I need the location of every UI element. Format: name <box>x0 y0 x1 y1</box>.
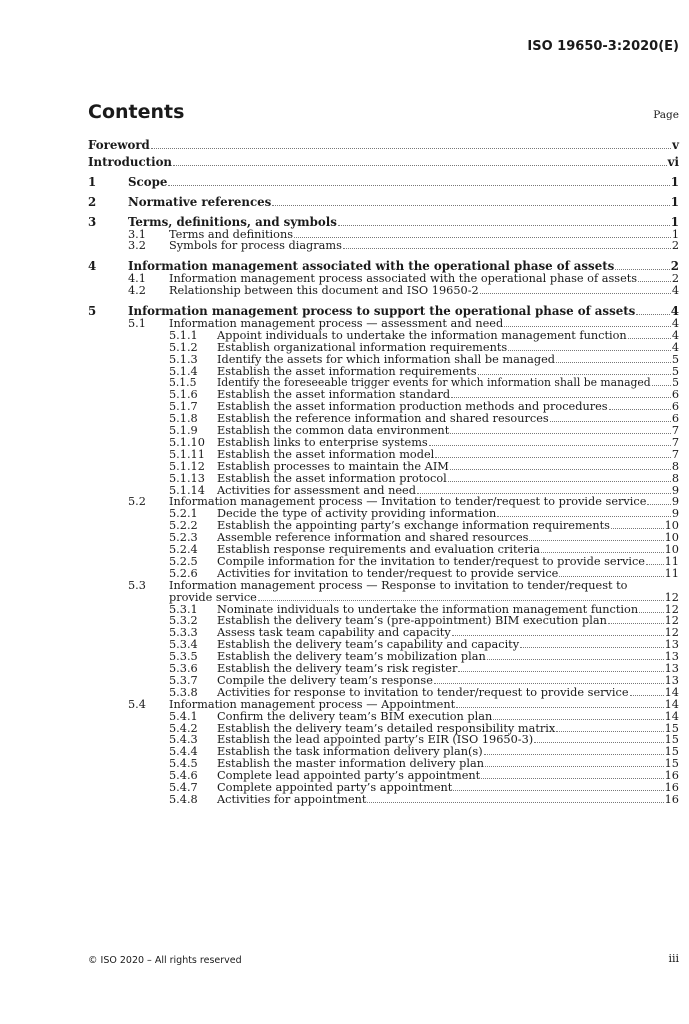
contents-heading: Contents <box>88 101 185 123</box>
dot-leader <box>638 281 671 282</box>
toc-subclause-entry[interactable] <box>0 793 689 807</box>
dot-leader <box>529 540 663 541</box>
toc-entry-title: Activities for response to invitation to tender/request to provide service <box>217 685 629 699</box>
toc-entry-title: Compile information for the invitation to tender/request to provide service <box>217 554 645 568</box>
dot-leader <box>258 600 664 601</box>
toc-entry-page: 15 <box>664 757 679 771</box>
page-number: iii <box>668 952 679 965</box>
dot-leader <box>450 469 671 470</box>
toc-entry-title: Establish the delivery team’s mobilization plan <box>217 650 486 664</box>
dot-leader <box>550 421 671 422</box>
dot-leader <box>451 397 671 398</box>
toc-entry-page: 13 <box>664 650 679 664</box>
copyright-notice: © ISO 2020 – All rights reserved <box>88 955 242 966</box>
toc-entry-page: 2 <box>671 272 679 286</box>
toc-entry-title: Establish the delivery team’s detailed responsibility matrix <box>217 721 556 735</box>
toc-entry-page: 4 <box>671 316 679 330</box>
dot-leader <box>639 612 664 613</box>
toc-entry-number: 5.1.11 <box>169 447 205 461</box>
toc-entry-title: Appoint individuals to undertake the information management function <box>217 328 627 342</box>
toc-entry-number: 3.1 <box>128 227 146 241</box>
toc-entry-number: 4 <box>88 259 97 274</box>
toc-entry-page: 16 <box>664 781 679 794</box>
toc-entry-title: Identify the assets for which information shall be managed <box>217 352 556 366</box>
dot-leader <box>151 148 671 149</box>
toc-entry-title: Activities for appointment <box>217 792 367 806</box>
toc-entry-title: Establish the lead appointed party’s EIR (ISO 19650-3) <box>217 733 534 747</box>
toc-entry-title: Establish the master information delivery plan <box>217 757 484 771</box>
dot-leader <box>608 623 664 624</box>
toc-entry-number: 4.1 <box>128 272 146 286</box>
toc-entry-title: Establish the delivery team’s (pre-appointment) BIM execution plan <box>217 614 607 628</box>
toc-entry-page: 11 <box>664 566 679 580</box>
toc-entry-number: 5.1.4 <box>169 364 198 378</box>
dot-leader <box>504 326 671 327</box>
toc-entry-number: 5.1.14 <box>169 483 205 497</box>
toc-entry-page: vi <box>667 154 679 169</box>
toc-entry-page: 7 <box>671 435 679 449</box>
dot-leader <box>497 516 670 517</box>
toc-entry-title: Establish organizational information requirements <box>217 340 508 354</box>
toc-entry-page: 15 <box>664 745 679 759</box>
toc-entry-page: 4 <box>671 328 679 342</box>
dot-leader <box>636 314 669 315</box>
toc-entry-number: 5.4 <box>128 697 146 711</box>
toc-entry-number: 5.3.7 <box>169 673 198 687</box>
dot-leader <box>434 683 664 684</box>
toc-entry-page: 12 <box>664 602 679 616</box>
toc-entry-number: 5.4.1 <box>169 709 198 723</box>
toc-entry-page: 12 <box>664 590 679 604</box>
dot-leader <box>534 742 663 743</box>
dot-leader <box>628 338 671 339</box>
toc-entry-number: 2 <box>88 194 97 209</box>
toc-entry-title: Information management process — Response to invitation to tender/request to <box>169 578 628 592</box>
toc-entry-number: 5.1.9 <box>169 424 198 437</box>
toc-entry-number: 5.3.2 <box>169 614 198 628</box>
toc-entry-number: 5.4.2 <box>169 721 198 735</box>
toc-entry-title: Establish the asset information protocol <box>217 471 447 485</box>
dot-leader <box>615 269 669 270</box>
toc-entry-page: 1 <box>670 174 679 189</box>
toc-entry-title: Establish the task information delivery plan(s) <box>217 745 483 759</box>
toc-entry-page: 16 <box>664 769 679 783</box>
dot-leader <box>435 457 671 458</box>
dot-leader <box>481 778 663 779</box>
toc-entry-number: 5.1.6 <box>169 388 198 402</box>
toc-entry-title: Assess task team capability and capacity <box>217 626 451 640</box>
toc-entry-page: 2 <box>671 239 679 253</box>
toc-entry-page: 7 <box>671 447 679 461</box>
toc-clause-entry[interactable] <box>0 195 689 209</box>
toc-subclause-entry[interactable] <box>0 239 689 253</box>
toc-entry-page: 11 <box>664 554 679 568</box>
toc-entry-title: Identify the foreseeable trigger events for which information shall be managed <box>217 376 651 390</box>
toc-entry-title: Establish the common data environment <box>217 424 450 437</box>
toc-entry-page: 12 <box>664 626 679 640</box>
dot-leader <box>367 802 663 803</box>
toc-entry-title: Establish response requirements and evaluation criteria <box>217 543 540 556</box>
toc-entry-page: 4 <box>670 304 679 318</box>
toc-clause-entry[interactable] <box>0 155 689 169</box>
dot-leader <box>541 552 664 553</box>
toc-entry-page: 12 <box>664 614 679 628</box>
toc-entry-page: 10 <box>664 519 679 533</box>
toc-entry-number: 4.2 <box>128 284 146 298</box>
dot-leader <box>556 362 671 363</box>
toc-entry-page: v <box>672 138 679 152</box>
toc-entry-title: Terms and definitions <box>169 227 294 241</box>
toc-entry-number: 5.1.10 <box>169 435 205 449</box>
toc-entry-title: Information management process to support the operational phase of assets <box>128 304 636 318</box>
toc-clause-entry[interactable] <box>0 259 689 273</box>
toc-entry-title: Establish processes to maintain the AIM <box>217 459 449 473</box>
dot-leader <box>559 576 663 577</box>
toc-entry-page: 6 <box>671 400 679 414</box>
standard-identifier: ISO 19650-3:2020(E) <box>527 39 679 54</box>
toc-entry-number: 5.2 <box>128 495 146 509</box>
toc-entry-page: 15 <box>664 733 679 747</box>
toc-entry-page: 6 <box>671 388 679 402</box>
toc-entry-page: 16 <box>664 792 679 806</box>
dot-leader <box>417 493 671 494</box>
toc-entry-title: Terms, definitions, and symbols <box>128 214 337 229</box>
dot-leader <box>487 659 664 660</box>
dot-leader <box>646 564 664 565</box>
toc-entry-page: 9 <box>671 483 679 497</box>
toc-entry-number: 5.3 <box>128 578 146 592</box>
toc-entry-page: 1 <box>670 214 679 229</box>
dot-leader <box>520 647 664 648</box>
toc-entry-page: 1 <box>671 227 679 241</box>
toc-entry-number: 5.4.5 <box>169 757 198 771</box>
dot-leader <box>484 754 664 755</box>
toc-entry-title: Establish the delivery team’s capability and capacity <box>217 638 520 652</box>
toc-entry-page: 9 <box>671 507 679 521</box>
toc-entry-page: 13 <box>664 662 679 675</box>
page-column-label: Page <box>653 109 679 121</box>
toc-entry-number: 5.4.8 <box>169 792 198 806</box>
toc-entry-title: Establish the asset information production methods and procedures <box>217 400 608 414</box>
dot-leader <box>456 707 663 708</box>
toc-entry-title: Symbols for process diagrams <box>169 239 342 253</box>
toc-entry-number: 5.4.6 <box>169 769 198 783</box>
toc-entry-number: 5.1.13 <box>169 471 205 485</box>
toc-entry-number: 5.1.2 <box>169 340 198 354</box>
toc-entry-page: 2 <box>670 259 679 274</box>
toc-entry-title: Assemble reference information and shared resources <box>217 531 529 545</box>
toc-entry-title: Establish the asset information standard <box>217 388 451 402</box>
toc-entry-number: 5.3.3 <box>169 626 198 640</box>
toc-entry-page: 15 <box>664 721 679 735</box>
toc-entry-title: Activities for assessment and need <box>217 483 416 497</box>
toc-entry-number: 5.1 <box>128 316 146 330</box>
toc-entry-number: 5.1.3 <box>169 352 198 366</box>
dot-leader <box>453 790 663 791</box>
toc-entry-page: 7 <box>671 424 679 437</box>
toc-entry-page: 4 <box>671 284 679 298</box>
dot-leader <box>458 671 663 672</box>
toc-entry-page: 8 <box>671 471 679 485</box>
toc-entry-page: 14 <box>664 685 679 699</box>
toc-entry-title: Relationship between this document and ISO 19650-2 <box>169 284 479 298</box>
toc-entry-number: 5.3.1 <box>169 602 198 616</box>
toc-entry-title: Establish the reference information and shared resources <box>217 412 549 426</box>
toc-entry-title: Compile the delivery team’s response <box>217 673 433 687</box>
toc-entry-title: Establish the asset information requirements <box>217 364 477 378</box>
toc-entry-title: Activities for invitation to tender/request to provide service <box>217 566 559 580</box>
dot-leader <box>478 374 671 375</box>
toc-entry-title: Foreword <box>88 138 150 152</box>
toc-entry-number: 5.1.7 <box>169 400 198 414</box>
toc-entry-page: 13 <box>664 638 679 652</box>
dot-leader <box>452 635 664 636</box>
toc-entry-page: 10 <box>664 543 679 556</box>
toc-entry-page: 5 <box>671 352 679 366</box>
toc-clause-entry[interactable] <box>0 304 689 318</box>
toc-entry-number: 5.2.1 <box>169 507 198 521</box>
toc-entry-number: 3.2 <box>128 239 146 253</box>
toc-entry-number: 5.2.5 <box>169 554 198 568</box>
toc-entry-page: 4 <box>671 340 679 354</box>
toc-entry-number: 3 <box>88 214 97 229</box>
toc-entry-number: 5 <box>88 304 97 318</box>
toc-entry-number: 1 <box>88 174 97 189</box>
toc-entry-number: 5.4.4 <box>169 745 198 759</box>
toc-entry-title: Complete lead appointed party’s appointment <box>217 769 481 783</box>
toc-entry-number: 5.3.8 <box>169 685 198 699</box>
toc-entry-page: 5 <box>672 376 679 390</box>
toc-entry-page: 6 <box>671 412 679 426</box>
dot-leader <box>556 731 663 732</box>
dot-leader <box>338 225 670 226</box>
toc-entry-number: 5.3.4 <box>169 638 198 652</box>
toc-entry-title: Nominate individuals to undertake the information management function <box>217 602 639 616</box>
toc-entry-number: 5.3.5 <box>169 650 198 664</box>
toc-entry-title: Complete appointed party’s appointment <box>217 781 453 794</box>
toc-entry-title: Information management process associated with the operational phase of assets <box>169 272 638 286</box>
toc-entry-title: Scope <box>128 174 168 189</box>
toc-entry-number: 5.3.6 <box>169 662 198 675</box>
toc-entry-page: 14 <box>664 697 679 711</box>
dot-leader <box>294 237 671 238</box>
toc-entry-number: 5.1.8 <box>169 412 198 426</box>
toc-entry-title: Introduction <box>88 154 173 169</box>
toc-entry-page: 9 <box>671 495 679 509</box>
dot-leader <box>450 433 671 434</box>
toc-entry-title: Information management associated with the operational phase of assets <box>128 259 615 274</box>
toc-entry-page: 14 <box>664 709 679 723</box>
dot-leader <box>647 504 670 505</box>
toc-entry-number: 5.1.5 <box>169 376 197 390</box>
dot-leader <box>272 205 669 206</box>
toc-entry-title: Information management process — assessment and need <box>169 316 504 330</box>
toc-entry-title: provide service <box>169 590 257 604</box>
dot-leader <box>611 528 664 529</box>
toc-entry-title: Normative references <box>128 194 272 209</box>
dot-leader <box>493 719 663 720</box>
toc-entry-page: 5 <box>671 364 679 378</box>
toc-entry-title: Decide the type of activity providing information <box>217 507 497 521</box>
toc-entry-number: 5.1.1 <box>169 328 198 342</box>
toc-entry-page: 8 <box>671 459 679 473</box>
dot-leader <box>173 165 667 166</box>
toc-entry-number: 5.2.2 <box>169 519 198 533</box>
toc-entry-title: Establish the asset information model <box>217 447 435 461</box>
toc-entry-page: 10 <box>664 531 679 545</box>
dot-leader <box>429 445 671 446</box>
toc-entry-number: 5.2.6 <box>169 566 198 580</box>
dot-leader <box>630 695 664 696</box>
toc-entry-number: 5.4.3 <box>169 733 198 747</box>
toc-clause-entry[interactable] <box>0 215 689 229</box>
toc-entry-page: 1 <box>670 194 679 209</box>
toc-entry-title: Establish links to enterprise systems <box>217 435 428 449</box>
toc-entry-page: 13 <box>664 673 679 687</box>
toc-entry-title: Information management process — Appointment <box>169 697 456 711</box>
toc-entry-title: Establish the delivery team’s risk register <box>217 662 458 675</box>
toc-entry-number: 5.2.3 <box>169 531 198 545</box>
toc-entry-number: 5.2.4 <box>169 543 198 556</box>
toc-entry-number: 5.1.12 <box>169 459 205 473</box>
toc-entry-title: Establish the appointing party’s exchange information requirements <box>217 519 610 533</box>
toc-subclause-entry[interactable] <box>0 284 689 298</box>
dot-leader <box>508 350 671 351</box>
dot-leader <box>448 481 671 482</box>
dot-leader <box>485 766 664 767</box>
dot-leader <box>343 248 671 249</box>
dot-leader <box>609 409 671 410</box>
toc-clause-entry[interactable] <box>0 175 689 189</box>
toc-entry-number: 5.4.7 <box>169 781 198 794</box>
dot-leader <box>652 385 671 386</box>
dot-leader <box>168 185 669 186</box>
dot-leader <box>480 293 671 294</box>
toc-entry-title: Confirm the delivery team’s BIM execution plan <box>217 709 493 723</box>
toc-entry-title: Information management process — Invitation to tender/request to provide service <box>169 495 647 509</box>
toc-clause-entry[interactable] <box>0 138 689 152</box>
